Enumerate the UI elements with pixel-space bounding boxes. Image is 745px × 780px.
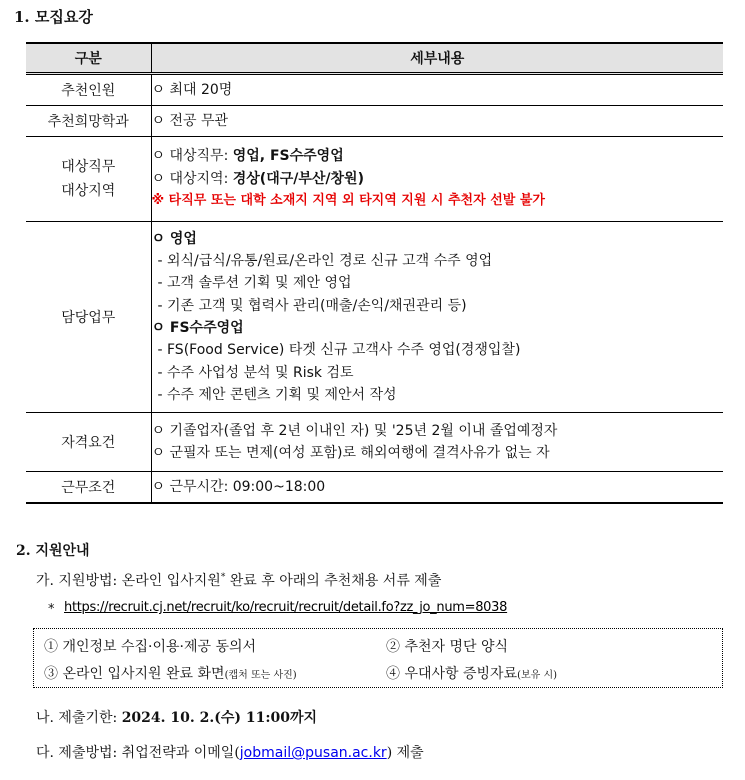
row-label-recommend-count: 추천인원 (26, 74, 151, 106)
job-prefix: ㅇ 대상직무: (151, 148, 233, 165)
section-1-title: 1. 모집요강 (14, 8, 93, 26)
document-item-4-note: (보유 시) (517, 670, 558, 681)
table-header-row (26, 43, 723, 74)
deadline-line (36, 707, 317, 727)
duty-category-sales: ㅇ 영업 (151, 230, 197, 247)
submit-method-line (36, 742, 424, 762)
document-item-3-note: (캡처 또는 사진) (224, 670, 297, 681)
document-item-4 (386, 663, 557, 683)
document-item-4-main: ④ 우대사항 증빙자료 (386, 666, 518, 682)
detail-line: ㅇ 근무시간: 09:00~18:00 (151, 478, 326, 495)
recruitment-table (26, 42, 723, 504)
label-line-region: 대상지역 (61, 183, 116, 199)
submit-email-link[interactable]: jobmail@pusan.ac.kr (239, 745, 387, 761)
table-row (26, 137, 723, 222)
table-row (26, 472, 723, 504)
table-row (26, 413, 723, 472)
row-label-job-region (26, 137, 151, 222)
required-documents-box (33, 628, 723, 688)
apply-method-line (36, 570, 441, 590)
detail-line: ㅇ 기졸업자(졸업 후 2년 이내인 자) 및 '25년 2월 이내 졸업예정자 (151, 422, 558, 439)
header-details: 세부내용 (151, 43, 723, 74)
apply-method-footnote-mark: * (220, 572, 226, 583)
row-detail-conditions (151, 472, 723, 504)
row-label-duties: 담당업무 (26, 222, 151, 413)
row-label-conditions: 근무조건 (26, 472, 151, 504)
row-label-qualification: 자격요건 (26, 413, 151, 472)
document-item-1: ① 개인정보 수집·이용·제공 동의서 (44, 639, 257, 655)
warning-note: ※ 타직무 또는 대학 소재지 지역 외 타지역 지원 시 추천자 선발 불가 (151, 193, 545, 209)
table-row (26, 74, 723, 106)
row-detail-qualification (151, 413, 723, 472)
duty-item: - 기존 고객 및 협력사 관리(매출/손익/채권관리 등) (157, 297, 467, 314)
table-row (26, 106, 723, 137)
header-category: 구분 (26, 43, 151, 74)
apply-url-link[interactable]: https://recruit.cj.net/recruit/ko/recruit/recruit/detail.fo?zz_jo_num=8038 (64, 600, 508, 615)
row-detail-duties (151, 222, 723, 413)
detail-line: ㅇ 전공 무관 (151, 112, 229, 129)
row-detail-recommend-count (151, 74, 723, 106)
row-detail-major (151, 106, 723, 137)
job-value: 영업, FS수주영업 (232, 148, 344, 165)
apply-method-suffix: 완료 후 아래의 추천채용 서류 제출 (225, 573, 442, 589)
job-line (152, 145, 724, 168)
section-2-title: 2. 지원안내 (16, 543, 90, 559)
apply-method-prefix: 가. 지원방법: 온라인 입사지원 (36, 573, 221, 589)
region-line (152, 168, 724, 191)
document-item-3 (44, 663, 297, 683)
region-value: 경상(대구/부산/창원) (232, 170, 364, 187)
duty-item: - 고객 솔루션 기획 및 제안 영업 (157, 275, 352, 291)
detail-line: ㅇ 군필자 또는 면제(여성 포함)로 해외여행에 결격사유가 없는 자 (151, 445, 550, 461)
row-detail-job-region (151, 137, 723, 222)
deadline-prefix: 나. 제출기한: (36, 710, 122, 726)
submit-prefix: 다. 제출방법: 취업전략과 이메일( (36, 745, 240, 761)
submit-suffix: ) 제출 (386, 745, 424, 761)
label-line-job: 대상직무 (61, 159, 116, 175)
url-footnote-mark: * (48, 602, 55, 617)
duty-item: - 수주 제안 콘텐츠 기획 및 제안서 작성 (157, 387, 397, 403)
duty-item: - FS(Food Service) 타겟 신규 고객사 수주 영업(경쟁입찰) (157, 342, 521, 358)
detail-line: ㅇ 최대 20명 (151, 81, 233, 98)
document-item-3-main: ③ 온라인 입사지원 완료 화면 (44, 666, 225, 682)
duty-item: - 외식/급식/유통/원료/온라인 경로 신규 고객 수주 영업 (157, 252, 493, 269)
row-label-major: 추천희망학과 (26, 106, 151, 137)
deadline-value: 2024. 10. 2.(수) 11:00까지 (121, 710, 318, 726)
duty-category-fs: ㅇ FS수주영업 (151, 320, 244, 336)
table-row (26, 222, 723, 413)
duty-item: - 수주 사업성 분석 및 Risk 검토 (157, 364, 354, 381)
document-item-2: ② 추천자 명단 양식 (386, 639, 509, 655)
region-prefix: ㅇ 대상지역: (151, 170, 233, 187)
